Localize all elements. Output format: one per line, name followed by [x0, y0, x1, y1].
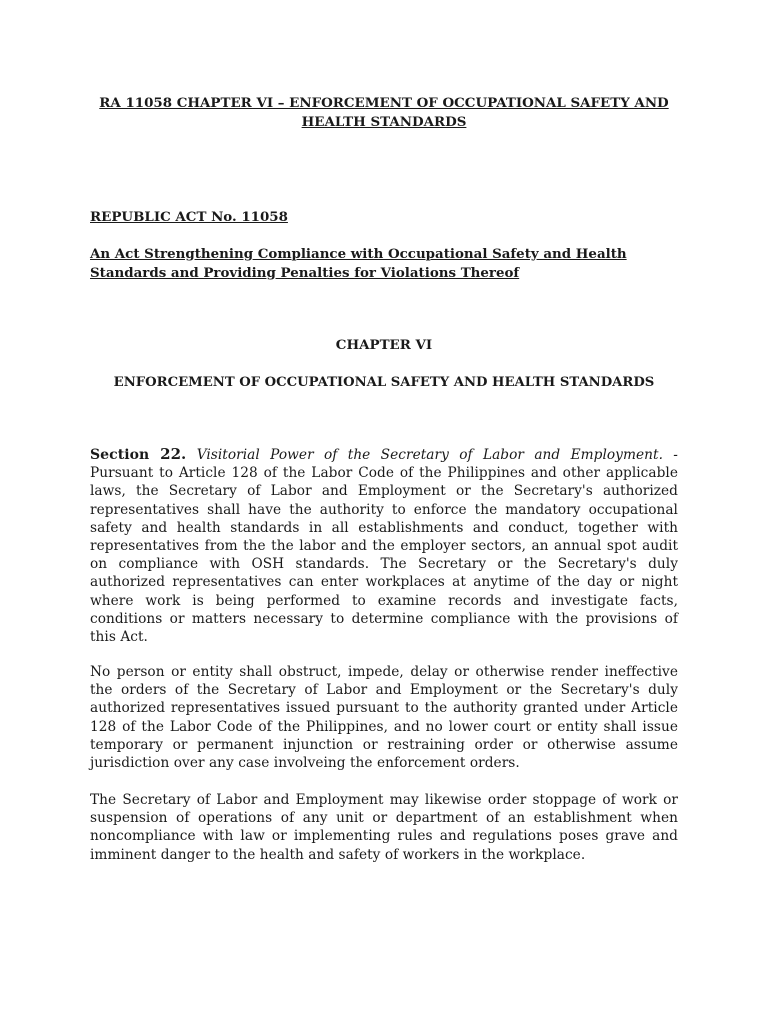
document-title: RA 11058 CHAPTER VI – ENFORCEMENT OF OCCUPATIONAL SAFETY AND HEALTH STANDARDS: [99, 95, 669, 130]
section-22-paragraph-1: [90, 445, 678, 646]
act-subtitle: An Act Strengthening Compliance with Occupational Safety and Health Standards and Providing Penalties for Violations Thereof: [90, 246, 627, 281]
act-number: REPUBLIC ACT No. 11058: [90, 209, 288, 225]
section-number: [90, 447, 186, 463]
section-22-paragraph-2: No person or entity shall obstruct, impede, delay or otherwise render ineffective the orders of the Secretary of Labor and Employment or the Secretary's duly authorized representatives issued pursuant to the authority granted under Article 128 of the Labor Code of the Philippines, and no lower court or entity shall issue temporary or permanent injunction or restraining order or otherwise assume jurisdiction over any case involveing the enforcement orders.: [90, 664, 678, 772]
section-digits: 22.: [160, 445, 187, 463]
section-heading: Visitorial Power of the Secretary of Labor and Employment. -: [196, 447, 678, 463]
chapter-label: CHAPTER VI: [335, 337, 433, 353]
section-label: Section: [90, 447, 150, 463]
section-body-text: Pursuant to Article 128 of the Labor Code of the Philippines and other applicable laws, the Secretary of Labor and Employment or the Secretary's authorized representatives shall have the authority to enforce the mandatory occupational safety and health standards in all establishments and conduct, together with representatives from the the labor and the employer sectors, an annual spot audit on compliance with OSH standards. The Secretary or the Secretary's duly authorized representatives can enter workplaces at anytime of the day or night where work is being performed to examine records and investigate facts, conditions or matters necessary to determine compliance with the provisions of this Act.: [90, 465, 678, 646]
chapter-title: ENFORCEMENT OF OCCUPATIONAL SAFETY AND HEALTH STANDARDS: [113, 375, 655, 390]
section-22-paragraph-3: The Secretary of Labor and Employment may likewise order stoppage of work or suspension of operations of any unit or department of an establishment when noncompliance with law or implementing rules and regulations poses grave and imminent danger to the health and safety of workers in the workplace.: [90, 792, 678, 863]
